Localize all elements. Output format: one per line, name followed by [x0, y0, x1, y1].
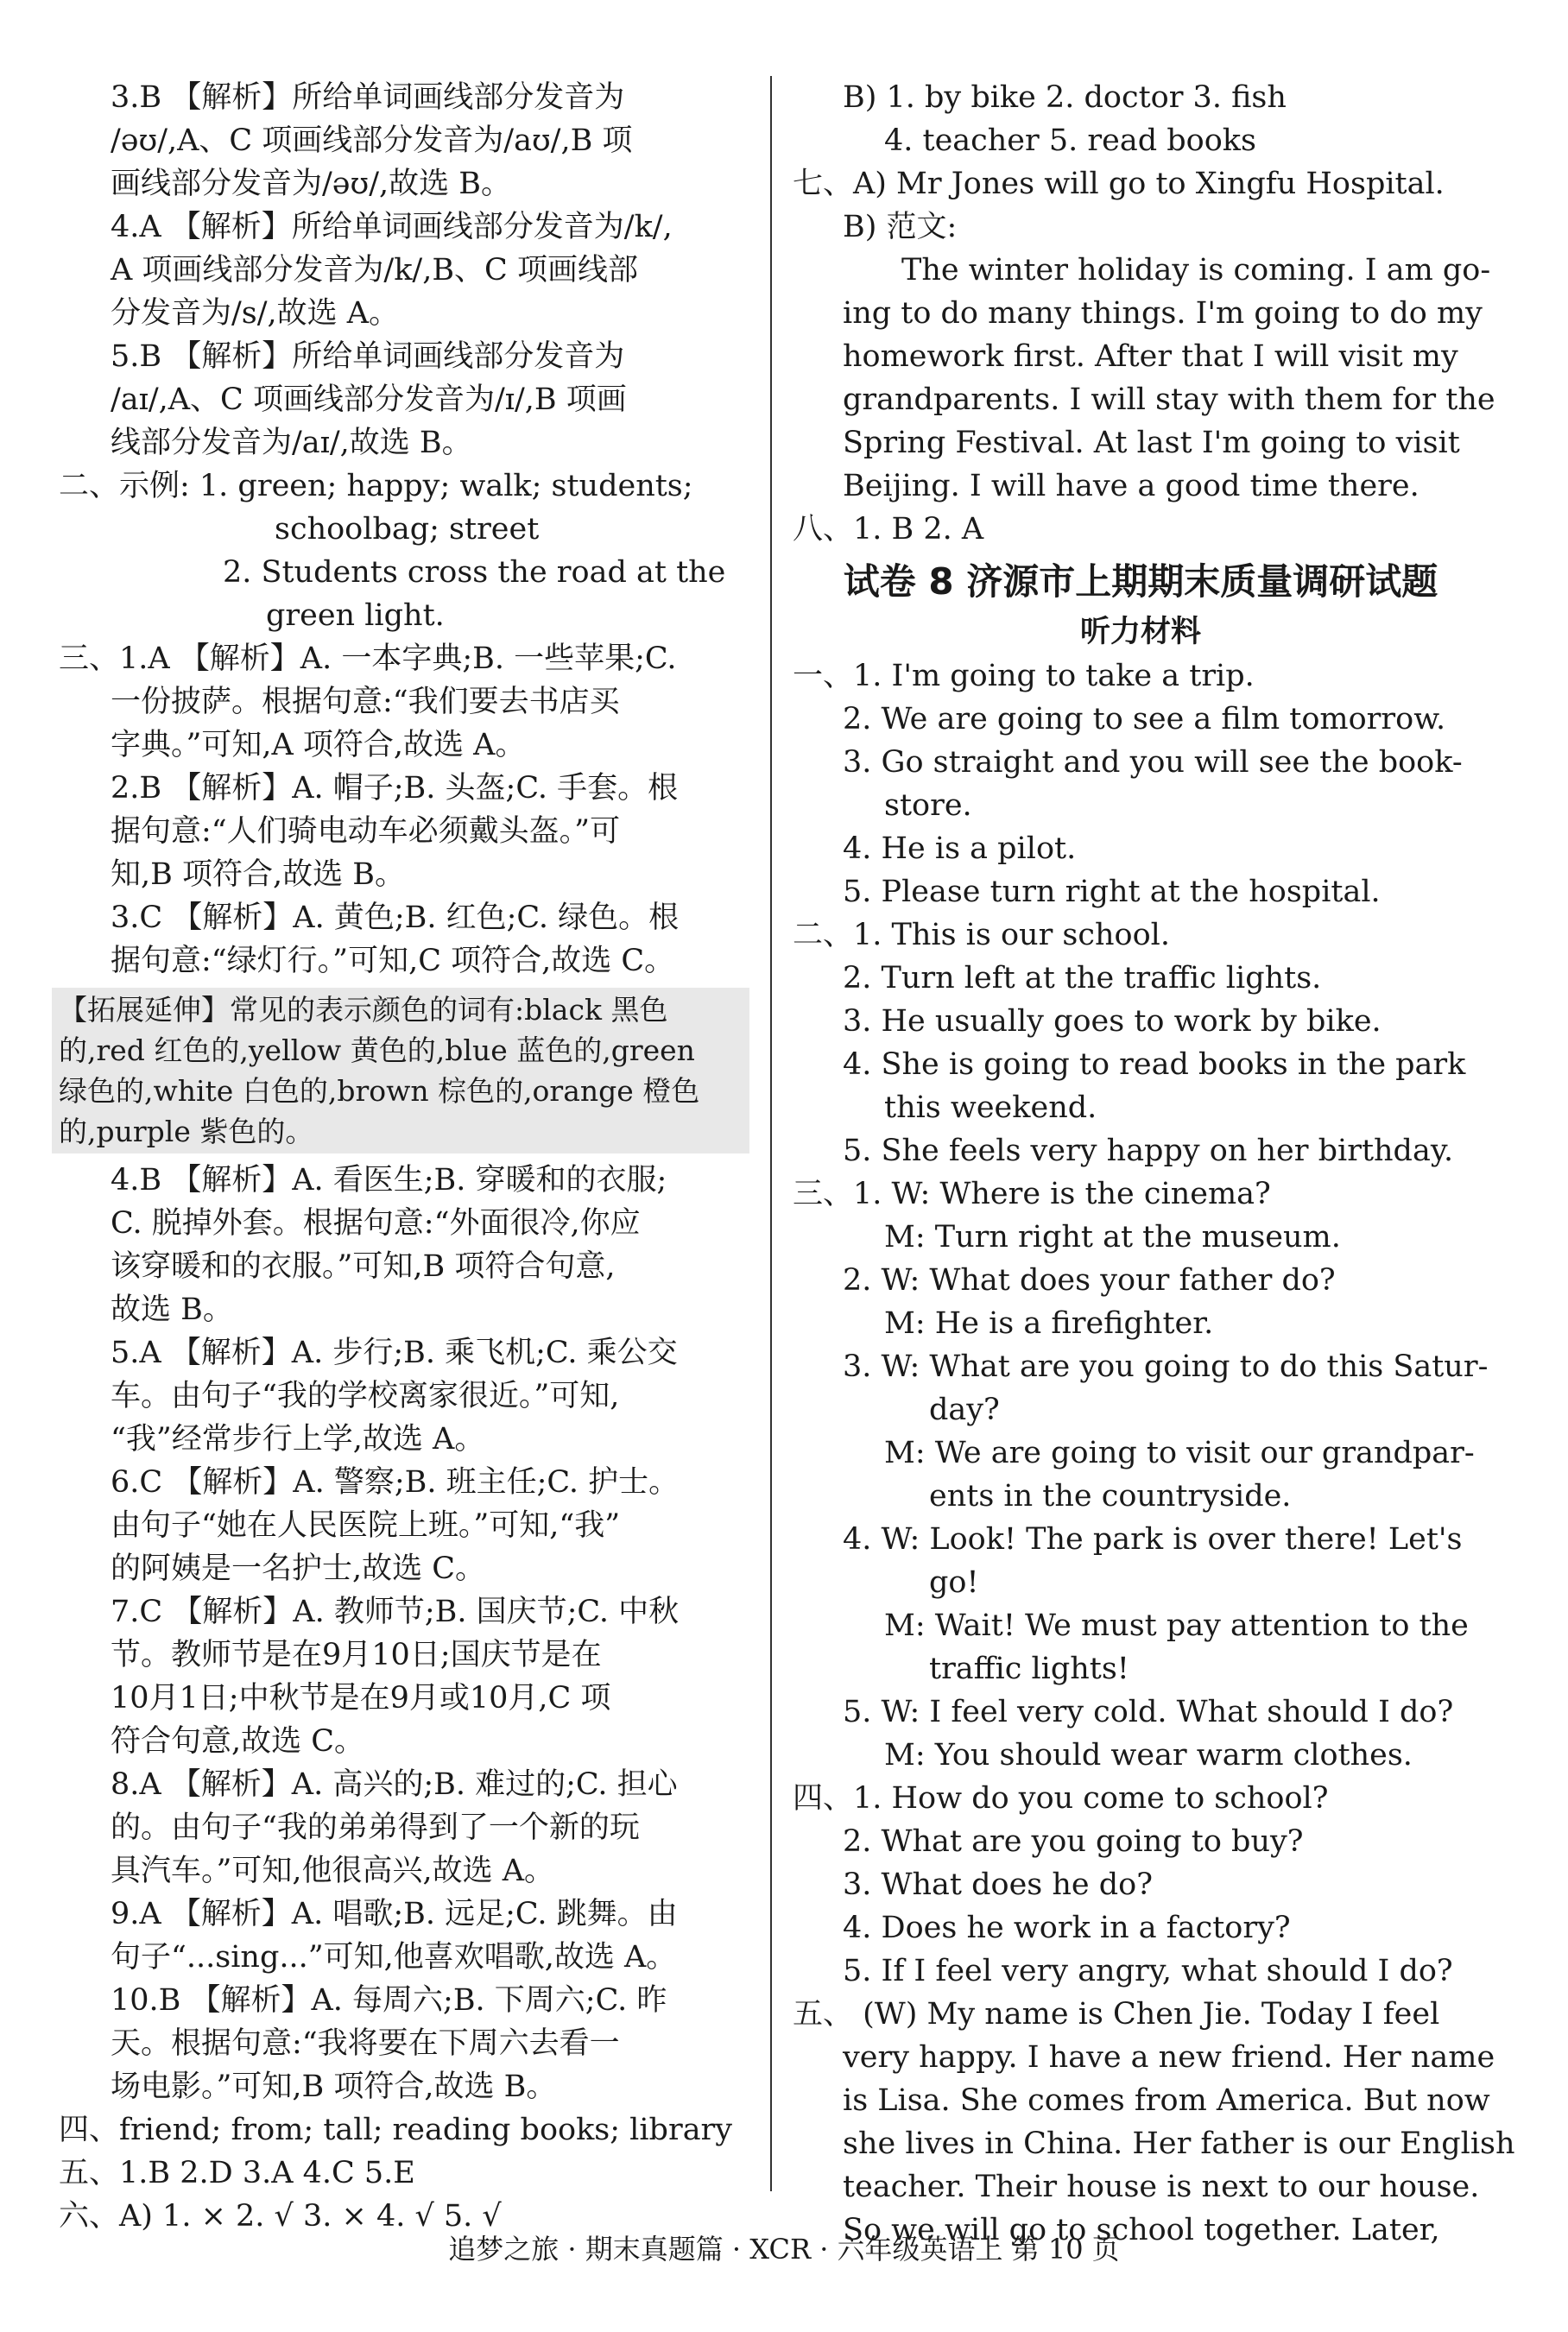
text-line: this weekend.: [884, 1090, 1097, 1125]
text-line: teacher. Their house is next to our house.: [843, 2170, 1480, 2204]
text-line: 4.A 【解析】所给单词画线部分发音为/k/,: [111, 210, 673, 244]
text-line: 车。由句子“我的学校离家很近。”可知,: [111, 1379, 620, 1413]
text-line: she lives in China. Her father is our English: [843, 2127, 1515, 2161]
text-line: is Lisa. She comes from America. But now: [843, 2083, 1490, 2118]
extension-box: [52, 988, 749, 1153]
text-line: 的。由句子“我的弟弟得到了一个新的玩: [111, 1811, 640, 1845]
text-line: 2. We are going to see a film tomorrow.: [843, 702, 1446, 736]
text-line: “我”经常步行上学,故选 A。: [111, 1422, 485, 1457]
text-line: /əʊ/,A、C 项画线部分发音为/aʊ/,B 项: [111, 123, 633, 158]
text-line: 3. Go straight and you will see the book-: [843, 745, 1463, 780]
right-column: [793, 76, 1515, 2252]
text-line: 二、1. This is our school.: [793, 918, 1171, 952]
text-line: M: Turn right at the museum.: [884, 1220, 1341, 1254]
text-line: 绿色的,white 白色的,brown 棕色的,orange 橙色: [59, 1074, 700, 1108]
listening-part-4: [793, 1777, 1489, 1993]
text-line: Spring Festival. At last I'm going to visit: [843, 426, 1460, 460]
text-line: ents in the countryside.: [929, 1479, 1292, 1514]
text-line: 由句子“她在人民医院上班。”可知,“我”: [111, 1508, 621, 1543]
text-line: 五、 (W) My name is Chen Jie. Today I feel: [793, 1997, 1440, 2032]
text-line: 10月1日;中秋节是在9月或10月,C 项: [111, 1681, 611, 1716]
text-line: 二、示例: 1. green; happy; walk; students;: [59, 469, 693, 503]
text-line: M: We are going to visit our grandpar-: [884, 1436, 1475, 1470]
text-line: 9.A 【解析】A. 唱歌;B. 远足;C. 跳舞。由: [111, 1897, 678, 1931]
section-3-answer-4: [59, 1159, 749, 1331]
section-3-answer-7: [59, 1590, 749, 1763]
text-line: 2. W: What does your father do?: [843, 1263, 1336, 1298]
section-4-answers: 四、friend; from; tall; reading books; library: [59, 2113, 733, 2147]
text-line: 三、1. W: Where is the cinema?: [793, 1177, 1271, 1211]
text-line: ing to do many things. I'm going to do my: [843, 296, 1483, 331]
section-3-answer-5: [59, 1331, 749, 1461]
text-line: 的阿姨是一名护士,故选 C。: [111, 1552, 486, 1586]
text-line: 一份披萨。根据句意:“我们要去书店买: [111, 685, 620, 719]
paper-title: 试卷 8 济源市上期期末质量调研试题: [843, 560, 1438, 603]
text-line: M: Wait! We must pay attention to the: [884, 1608, 1469, 1643]
listening-part-1: [793, 654, 1489, 913]
section-5-answers: 五、1.B 2.D 3.A 4.C 5.E: [59, 2156, 415, 2190]
section-3-answer-10: [59, 1979, 749, 2108]
listening-part-2: [793, 913, 1489, 1172]
text-line: 5. If I feel very angry, what should I do?: [843, 1954, 1453, 1988]
text-line: 故选 B。: [111, 1292, 233, 1327]
section-7b-label: B) 范文:: [843, 210, 958, 244]
text-line: 6.C 【解析】A. 警察;B. 班主任;C. 护士。: [111, 1465, 680, 1500]
section-3-answer-3: [59, 896, 749, 983]
text-line: 10.B 【解析】A. 每周六;B. 下周六;C. 昨: [111, 1983, 667, 2018]
text-line: homework first. After that I will visit my: [843, 339, 1458, 374]
text-line: 4. She is going to read books in the park: [843, 1047, 1466, 1082]
text-line: 8.A 【解析】A. 高兴的;B. 难过的;C. 担心: [111, 1767, 678, 1802]
text-line: 4. Does he work in a factory?: [843, 1911, 1291, 1945]
text-line: 的,red 红色的,yellow 黄色的,blue 蓝色的,green: [59, 1033, 695, 1067]
text-line: 画线部分发音为/əʊ/,故选 B。: [111, 167, 511, 201]
text-line: /aɪ/,A、C 项画线部分发音为/ɪ/,B 项画: [111, 382, 627, 417]
listening-title: 听力材料: [1079, 615, 1201, 649]
text-line: B) 1. by bike 2. doctor 3. fish: [843, 80, 1287, 115]
answer-4: [59, 205, 749, 335]
page-footer: 追梦之旅 · 期末真题篇 · XCR · 六年级英语上 第 10 页: [448, 2233, 1120, 2266]
section-8-answers: 八、1. B 2. A: [793, 512, 984, 547]
text-line: 的,purple 紫色的。: [59, 1115, 314, 1148]
listening-part-3: [793, 1172, 1489, 1777]
text-line: 2. Students cross the road at the: [223, 555, 726, 590]
text-line: 4. He is a pilot.: [843, 831, 1077, 866]
text-line: 5. W: I feel very cold. What should I do?: [843, 1695, 1454, 1729]
answer-3: [59, 76, 749, 205]
text-line: 分发音为/s/,故选 A。: [111, 296, 400, 331]
text-line: 场电影。”可知,B 项符合,故选 B。: [111, 2070, 557, 2104]
answer-5: [59, 335, 749, 465]
text-line: M: You should wear warm clothes.: [884, 1738, 1413, 1773]
text-line: 节。教师节是在9月10日;国庆节是在: [111, 1638, 602, 1672]
section-3-answer-1: [59, 637, 749, 767]
text-line: 4. teacher 5. read books: [884, 123, 1256, 158]
text-line: 3.C 【解析】A. 黄色;B. 红色;C. 绿色。根: [111, 901, 680, 935]
text-line: 2.B 【解析】A. 帽子;B. 头盔;C. 手套。根: [111, 771, 679, 806]
text-line: 4.B 【解析】A. 看医生;B. 穿暖和的衣服;: [111, 1163, 667, 1198]
text-line: 字典。”可知,A 项符合,故选 A。: [111, 728, 526, 762]
text-line: 5. She feels very happy on her birthday.: [843, 1134, 1454, 1168]
text-line: 符合句意,故选 C。: [111, 1724, 365, 1759]
text-line: The winter holiday is coming. I am go-: [901, 253, 1491, 288]
text-line: very happy. I have a new friend. Her name: [843, 2040, 1495, 2075]
text-line: 3. What does he do?: [843, 1867, 1153, 1902]
text-line: 5.B 【解析】所给单词画线部分发音为: [111, 339, 625, 374]
text-line: 2. What are you going to buy?: [843, 1824, 1304, 1859]
left-column: [59, 76, 749, 2238]
text-line: 据句意:“人们骑电动车必须戴头盔。”可: [111, 814, 621, 849]
section-6b-answers: [793, 76, 1489, 162]
text-line: Beijing. I will have a good time there.: [843, 469, 1419, 503]
text-line: C. 脱掉外套。根据句意:“外面很冷,你应: [111, 1206, 641, 1241]
section-6a-answers: 六、A) 1. × 2. √ 3. × 4. √ 5. √: [59, 2199, 502, 2234]
text-line: traffic lights!: [929, 1652, 1129, 1686]
text-line: 3.B 【解析】所给单词画线部分发音为: [111, 80, 625, 115]
section-7a-answer: 七、A) Mr Jones will go to Xingfu Hospital.: [793, 167, 1445, 201]
text-line: 7.C 【解析】A. 教师节;B. 国庆节;C. 中秋: [111, 1595, 680, 1629]
text-line: 据句意:“绿灯行。”可知,C 项符合,故选 C。: [111, 944, 675, 978]
text-line: 5.A 【解析】A. 步行;B. 乘飞机;C. 乘公交: [111, 1336, 678, 1370]
text-line: go!: [929, 1565, 979, 1600]
listening-part-5: [793, 1993, 1515, 2252]
sample-essay: [793, 249, 1495, 508]
section-3-answer-8: [59, 1763, 749, 1893]
section-2-example: [59, 465, 749, 637]
text-line: 三、1.A 【解析】A. 一本字典;B. 一些苹果;C.: [59, 641, 677, 676]
text-line: store.: [884, 788, 972, 823]
text-line: 线部分发音为/aɪ/,故选 B。: [111, 426, 472, 460]
section-3-answer-9: [59, 1893, 749, 1979]
text-line: 知,B 项符合,故选 B。: [111, 857, 405, 892]
column-divider: [770, 76, 772, 2191]
text-line: So we will go to school together. Later,: [843, 2213, 1440, 2247]
text-line: grandparents. I will stay with them for the: [843, 382, 1495, 417]
text-line: schoolbag; street: [275, 512, 540, 547]
text-line: 一、1. I'm going to take a trip.: [793, 659, 1255, 693]
text-line: day?: [929, 1393, 1000, 1427]
text-line: 句子“...sing...”可知,他喜欢唱歌,故选 A。: [111, 1940, 677, 1975]
text-line: 【拓展延伸】常见的表示颜色的词有:black 黑色: [59, 993, 668, 1027]
text-line: 4. W: Look! The park is over there! Let's: [843, 1522, 1463, 1557]
text-line: 5. Please turn right at the hospital.: [843, 875, 1381, 909]
section-3-answer-2: [59, 767, 749, 896]
text-line: 3. W: What are you going to do this Satur-: [843, 1349, 1489, 1384]
text-line: A 项画线部分发音为/k/,B、C 项画线部: [111, 253, 638, 288]
text-line: 2. Turn left at the traffic lights.: [843, 961, 1322, 995]
text-line: 3. He usually goes to work by bike.: [843, 1004, 1381, 1039]
text-line: M: He is a firefighter.: [884, 1306, 1214, 1341]
text-line: 天。根据句意:“我将要在下周六去看一: [111, 2026, 620, 2061]
text-line: 该穿暖和的衣服。”可知,B 项符合句意,: [111, 1249, 616, 1284]
section-3-answer-6: [59, 1461, 749, 1590]
text-line: 四、1. How do you come to school?: [793, 1781, 1329, 1816]
text-line: 具汽车。”可知,他很高兴,故选 A。: [111, 1854, 555, 1888]
text-line: green light.: [266, 598, 445, 633]
